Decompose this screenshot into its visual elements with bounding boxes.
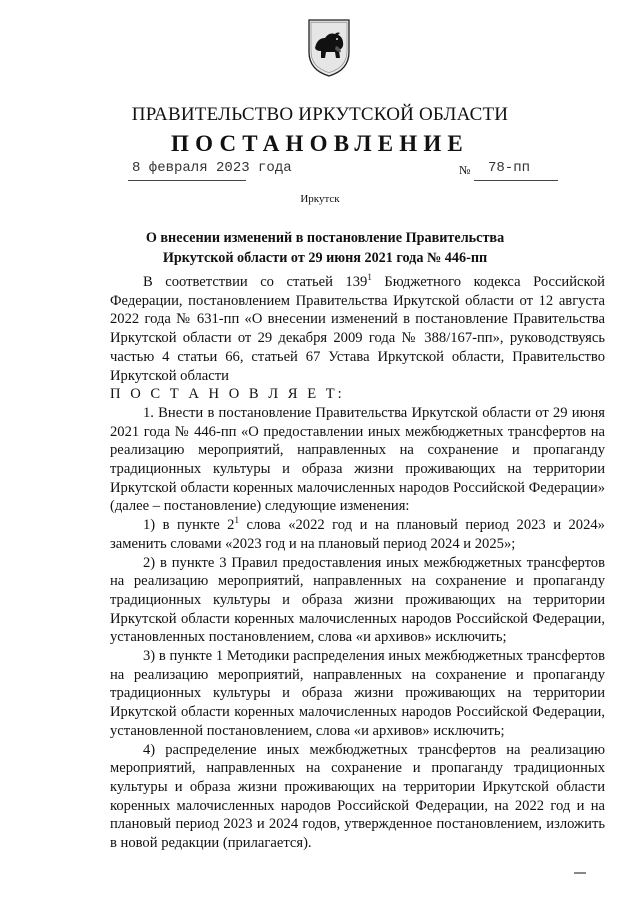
subitem-3-paragraph: 3) в пункте 1 Методики распределения иных межбюджетных трансфертов на реализацию мероприятий, направленных на сохранение и пропаганду традиционных культуры и образа жизни проживающих на территории Иркутской области коренных малочисленных народов Российской Федерации, установленной постановлением, слова «и архивов» исключить; [110,648,605,739]
document-number: 78-пп [488,160,531,176]
subitem-1-text-end: слова «2022 год и на плановый период 2023 и 2024» заменить словами «2023 год и на плановый период 2024 и 2025»; [110,517,605,552]
organization-name: ПРАВИТЕЛЬСТВО ИРКУТСКОЙ ОБЛАСТИ [131,104,509,125]
subitem-1-paragraph [110,516,605,553]
date-underline [128,180,246,181]
coat-of-arms-icon [306,18,352,78]
preamble-text-end: Бюджетного кодекса Российской Федерации, постановлением Правительства Иркутской области от 12 августа 2022 года № 631-пп «О внесении изменений в постановление Правительства Иркутской области от 29 декабря 2009 года № 388/167-пп», руководствуясь частью 4 статьи 66, статьей 67 Устава Иркутской области, Правительство Иркутской области [110,274,605,384]
subitem-1-superscript: 1 [234,515,239,526]
subitem-2-paragraph: 2) в пункте 3 Правил предоставления иных межбюджетных трансфертов на реализацию мероприятий, направленных на сохранение и пропаганду традиционных культуры и образа жизни проживающих на территории Иркутской области коренных малочисленных народов Российской Федерации, установленных постановлением, слова «и архивов» исключить; [110,554,605,646]
preamble-superscript: 1 [367,272,372,283]
title-line-1: О внесении изменений в постановление Правительства [145,230,505,246]
subitem-1-text-start: 1) в пункте 2 [143,517,235,534]
city-name: Иркутск [300,193,340,205]
preamble-text-start: В соответствии со статьей 139 [143,274,368,290]
item-1-paragraph: 1. Внести в постановление Правительства Иркутской области от 29 июня 2021 года № 446-пп «О предоставлении иных межбюджетных трансфертов на реализацию мероприятий, направленных на сохранение и пропаганду традиционных культуры и образа жизни проживающих на территории Иркутской области коренных малочисленных народов Российской Федерации» (далее – постановление) следующие изменения: [110,404,605,515]
document-date: 8 февраля 2023 года [132,160,292,176]
subitem-4-paragraph: 4) распределение иных межбюджетных трансфертов на реализацию мероприятий, направленных на сохранение и пропаганду традиционных культуры и образа жизни проживающих на территории Иркутской области коренных малочисленных народов Российской Федерации, на 2022 год и на плановый период 2023 и 2024 годов, утвержденное постановлением, изложить в новой редакции (прилагается). [110,741,605,852]
preamble-paragraph [110,273,605,385]
number-sign: № [459,163,471,177]
title-line-2: Иркутской области от 29 июня 2021 года № 446-пп [162,250,488,266]
document-title [100,228,550,268]
resolves-heading: П О С Т А Н О В Л Я Е Т: [110,386,345,403]
document-body [110,273,605,853]
document-type: ПОСТАНОВЛЕНИЕ [171,131,469,156]
scan-mark [574,872,586,874]
number-underline [474,180,558,181]
